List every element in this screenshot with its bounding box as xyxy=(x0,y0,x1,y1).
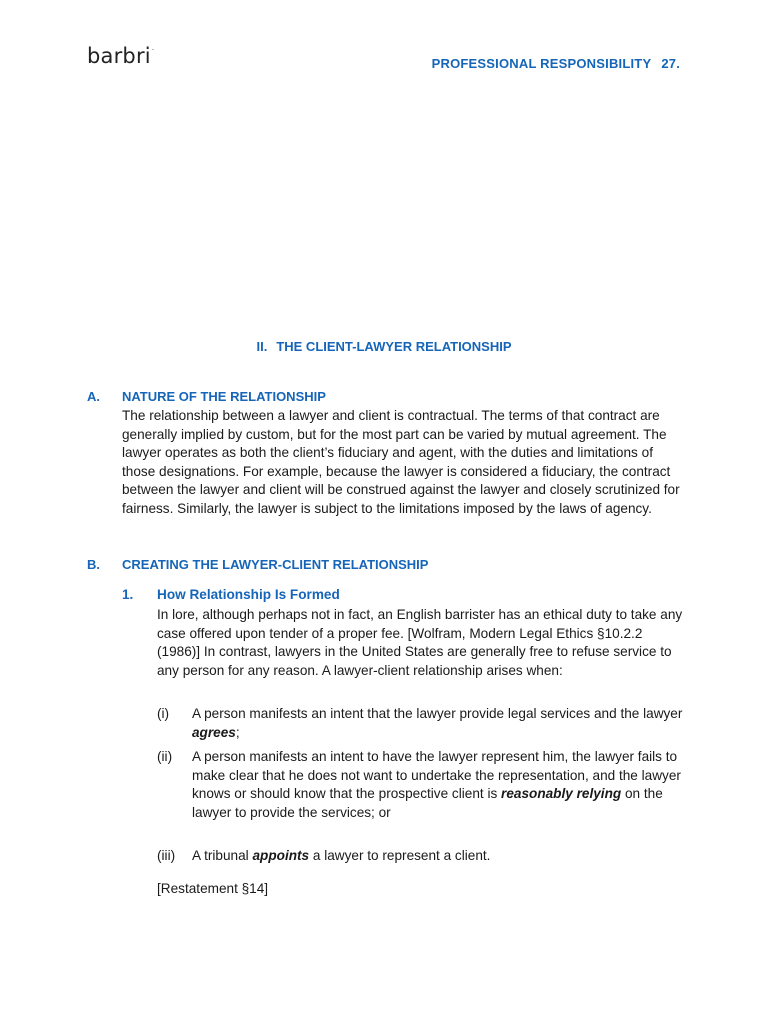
subsection-number: 1. xyxy=(122,587,134,602)
running-header xyxy=(432,56,680,71)
section-title: THE CLIENT-LAWYER RELATIONSHIP xyxy=(276,339,512,354)
part-a-paragraph: The relationship between a lawyer and client is contractual. The terms of that contract are generally implied by custom, but for the most part can be varied by mutual agreement. The lawyer operates as both the client’s fiduciary and agent, with the duties and limitations of those designations. For example, because the lawyer is considered a fiduciary, the contract between the lawyer and client will be construed against the lawyer and closely scrutinized for fairness. Similarly, the lawyer is subject to the limitations imposed by the laws of agency. xyxy=(122,408,680,516)
subject-title: PROFESSIONAL RESPONSIBILITY xyxy=(431,56,652,71)
subsection-heading: How Relationship Is Formed xyxy=(157,587,340,602)
part-a-heading: NATURE OF THE RELATIONSHIP xyxy=(122,389,326,404)
section-heading xyxy=(0,339,768,354)
list-item: (iii) A tribunal appoints a lawyer to represent a client. xyxy=(157,848,491,863)
page-number: 27. xyxy=(661,56,680,71)
barbri-logo: barbri· xyxy=(87,44,155,68)
part-a-letter: A. xyxy=(87,389,100,404)
subsection-paragraph: In lore, although perhaps not in fact, an English barrister has an ethical duty to take any case offered upon tender of a proper fee. [Wolfram, Modern Legal Ethics §10.2.2 (1986)] In contrast, lawyers in the United States are generally free to refuse service to any person for any reason. A lawyer-client relationship arises when: xyxy=(157,607,683,678)
list-item: (i) A person manifests an intent that the lawyer provide legal services and the lawyer agrees; xyxy=(157,706,683,740)
part-b-letter: B. xyxy=(87,557,100,572)
list-item: (ii) A person manifests an intent to have the lawyer represent him, the lawyer fails to make clear that he does not want to undertake the representation, and the lawyer knows or should know that the prospective client is reasonably relying on the lawyer to provide the services; or xyxy=(157,749,681,820)
citation: [Restatement §14] xyxy=(157,881,269,896)
part-b-heading: CREATING THE LAWYER-CLIENT RELATIONSHIP xyxy=(122,557,429,572)
section-number: II. xyxy=(256,339,268,354)
